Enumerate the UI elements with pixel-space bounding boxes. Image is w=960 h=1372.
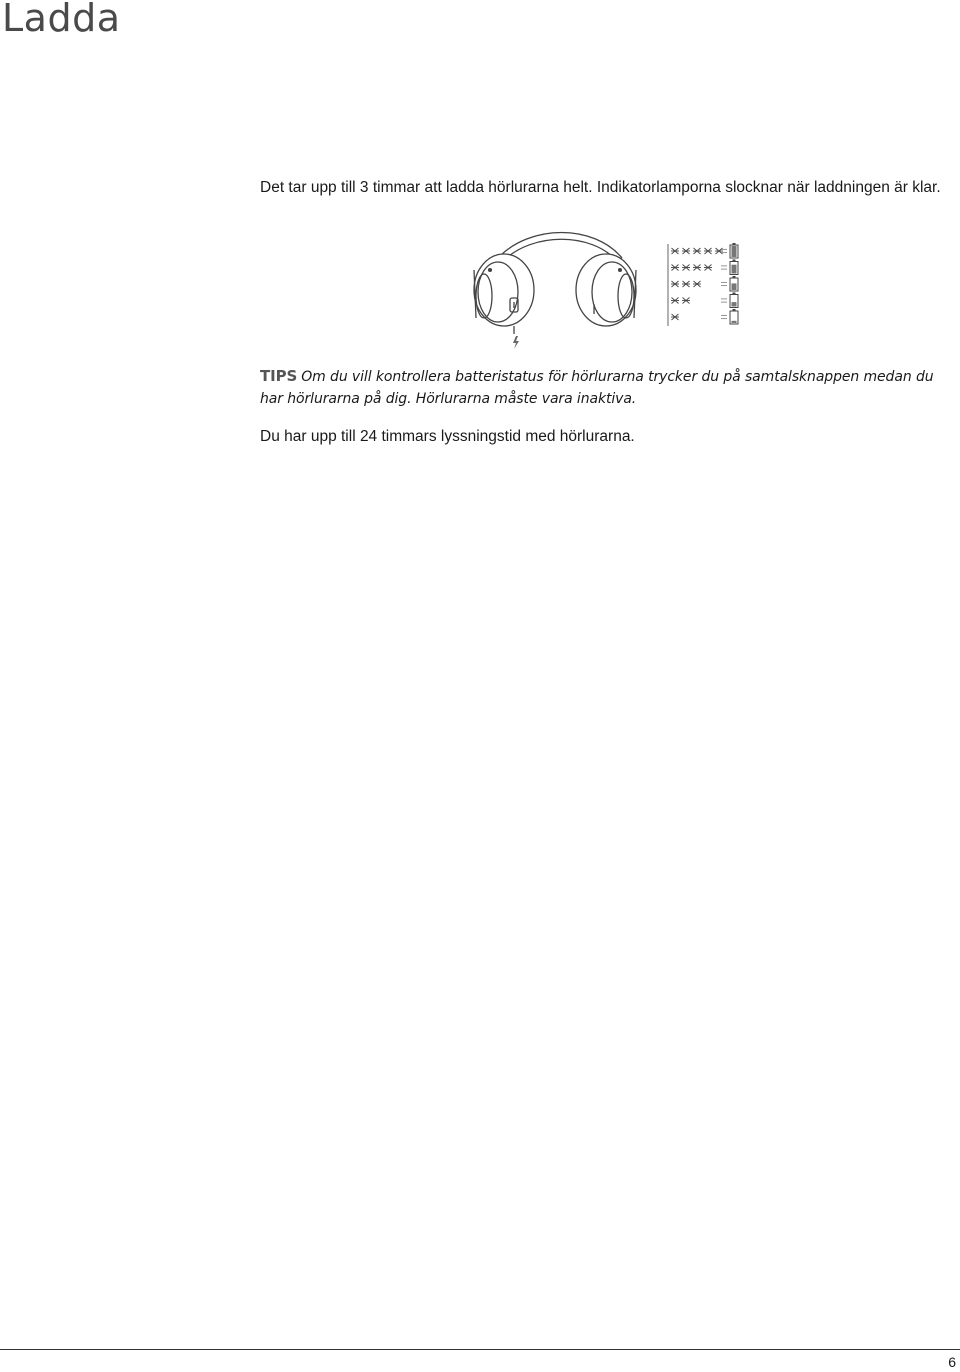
equals-sign xyxy=(721,315,727,318)
indicator-light-icon xyxy=(671,265,679,271)
battery-icon xyxy=(730,309,738,324)
battery-level-row xyxy=(671,293,738,308)
headphones-battery-figure xyxy=(470,230,760,350)
right-ear-cup xyxy=(576,254,636,326)
battery-icon xyxy=(730,276,738,291)
headphones-icon xyxy=(474,233,636,335)
tip-text: Om du vill kontrollera batteristatus för hörlurarna trycker du på samtalsknappen medan du har hörlurarna på dig. Hörlurarna måste vara inaktiva. xyxy=(260,369,934,407)
page-title: Ladda xyxy=(2,0,121,40)
battery-icon xyxy=(730,260,738,275)
battery-fill xyxy=(732,302,737,306)
battery-level-row xyxy=(671,276,738,291)
tip-label: TIPS xyxy=(260,367,298,385)
battery-level-row xyxy=(671,309,738,324)
indicator-light-icon xyxy=(704,248,712,254)
indicator-light-icon xyxy=(682,281,690,287)
indicator-light-icon xyxy=(671,281,679,287)
charging-bolt-icon xyxy=(513,336,519,349)
equals-sign xyxy=(721,299,727,302)
indicator-light-icon xyxy=(693,281,701,287)
indicator-light-icon xyxy=(671,248,679,254)
battery-fill xyxy=(732,321,737,323)
battery-icon xyxy=(730,243,738,258)
indicator-light-icon xyxy=(693,265,701,271)
indicator-light-icon xyxy=(693,248,701,254)
indicator-light-icon xyxy=(704,265,712,271)
indicator-light-icon xyxy=(682,298,690,304)
equals-sign xyxy=(721,282,727,285)
page-number: 6 xyxy=(948,1354,956,1370)
tip-box xyxy=(260,365,960,410)
battery-level-row xyxy=(671,260,738,275)
battery-icon xyxy=(730,293,738,308)
charging-time-paragraph: Det tar upp till 3 timmar att ladda hörlurarna helt. Indikatorlamporna slocknar när laddningen är klar. xyxy=(260,179,941,196)
indicator-light-icon xyxy=(682,265,690,271)
footer-rule xyxy=(0,1349,960,1350)
battery-fill xyxy=(732,265,737,274)
equals-sign xyxy=(721,266,727,269)
indicator-light-icon xyxy=(715,248,723,254)
indicator-light-icon xyxy=(671,314,679,320)
indicator-light-icon xyxy=(671,298,679,304)
battery-fill xyxy=(732,246,737,257)
battery-fill xyxy=(732,283,737,290)
indicator-light-icon xyxy=(682,248,690,254)
battery-level-row xyxy=(671,243,738,258)
listening-time-paragraph: Du har upp till 24 timmars lyssningstid med hörlurarna. xyxy=(260,428,635,445)
battery-status-legend xyxy=(671,243,738,324)
left-ear-cup xyxy=(474,254,534,334)
headphones-illustration xyxy=(470,230,760,350)
